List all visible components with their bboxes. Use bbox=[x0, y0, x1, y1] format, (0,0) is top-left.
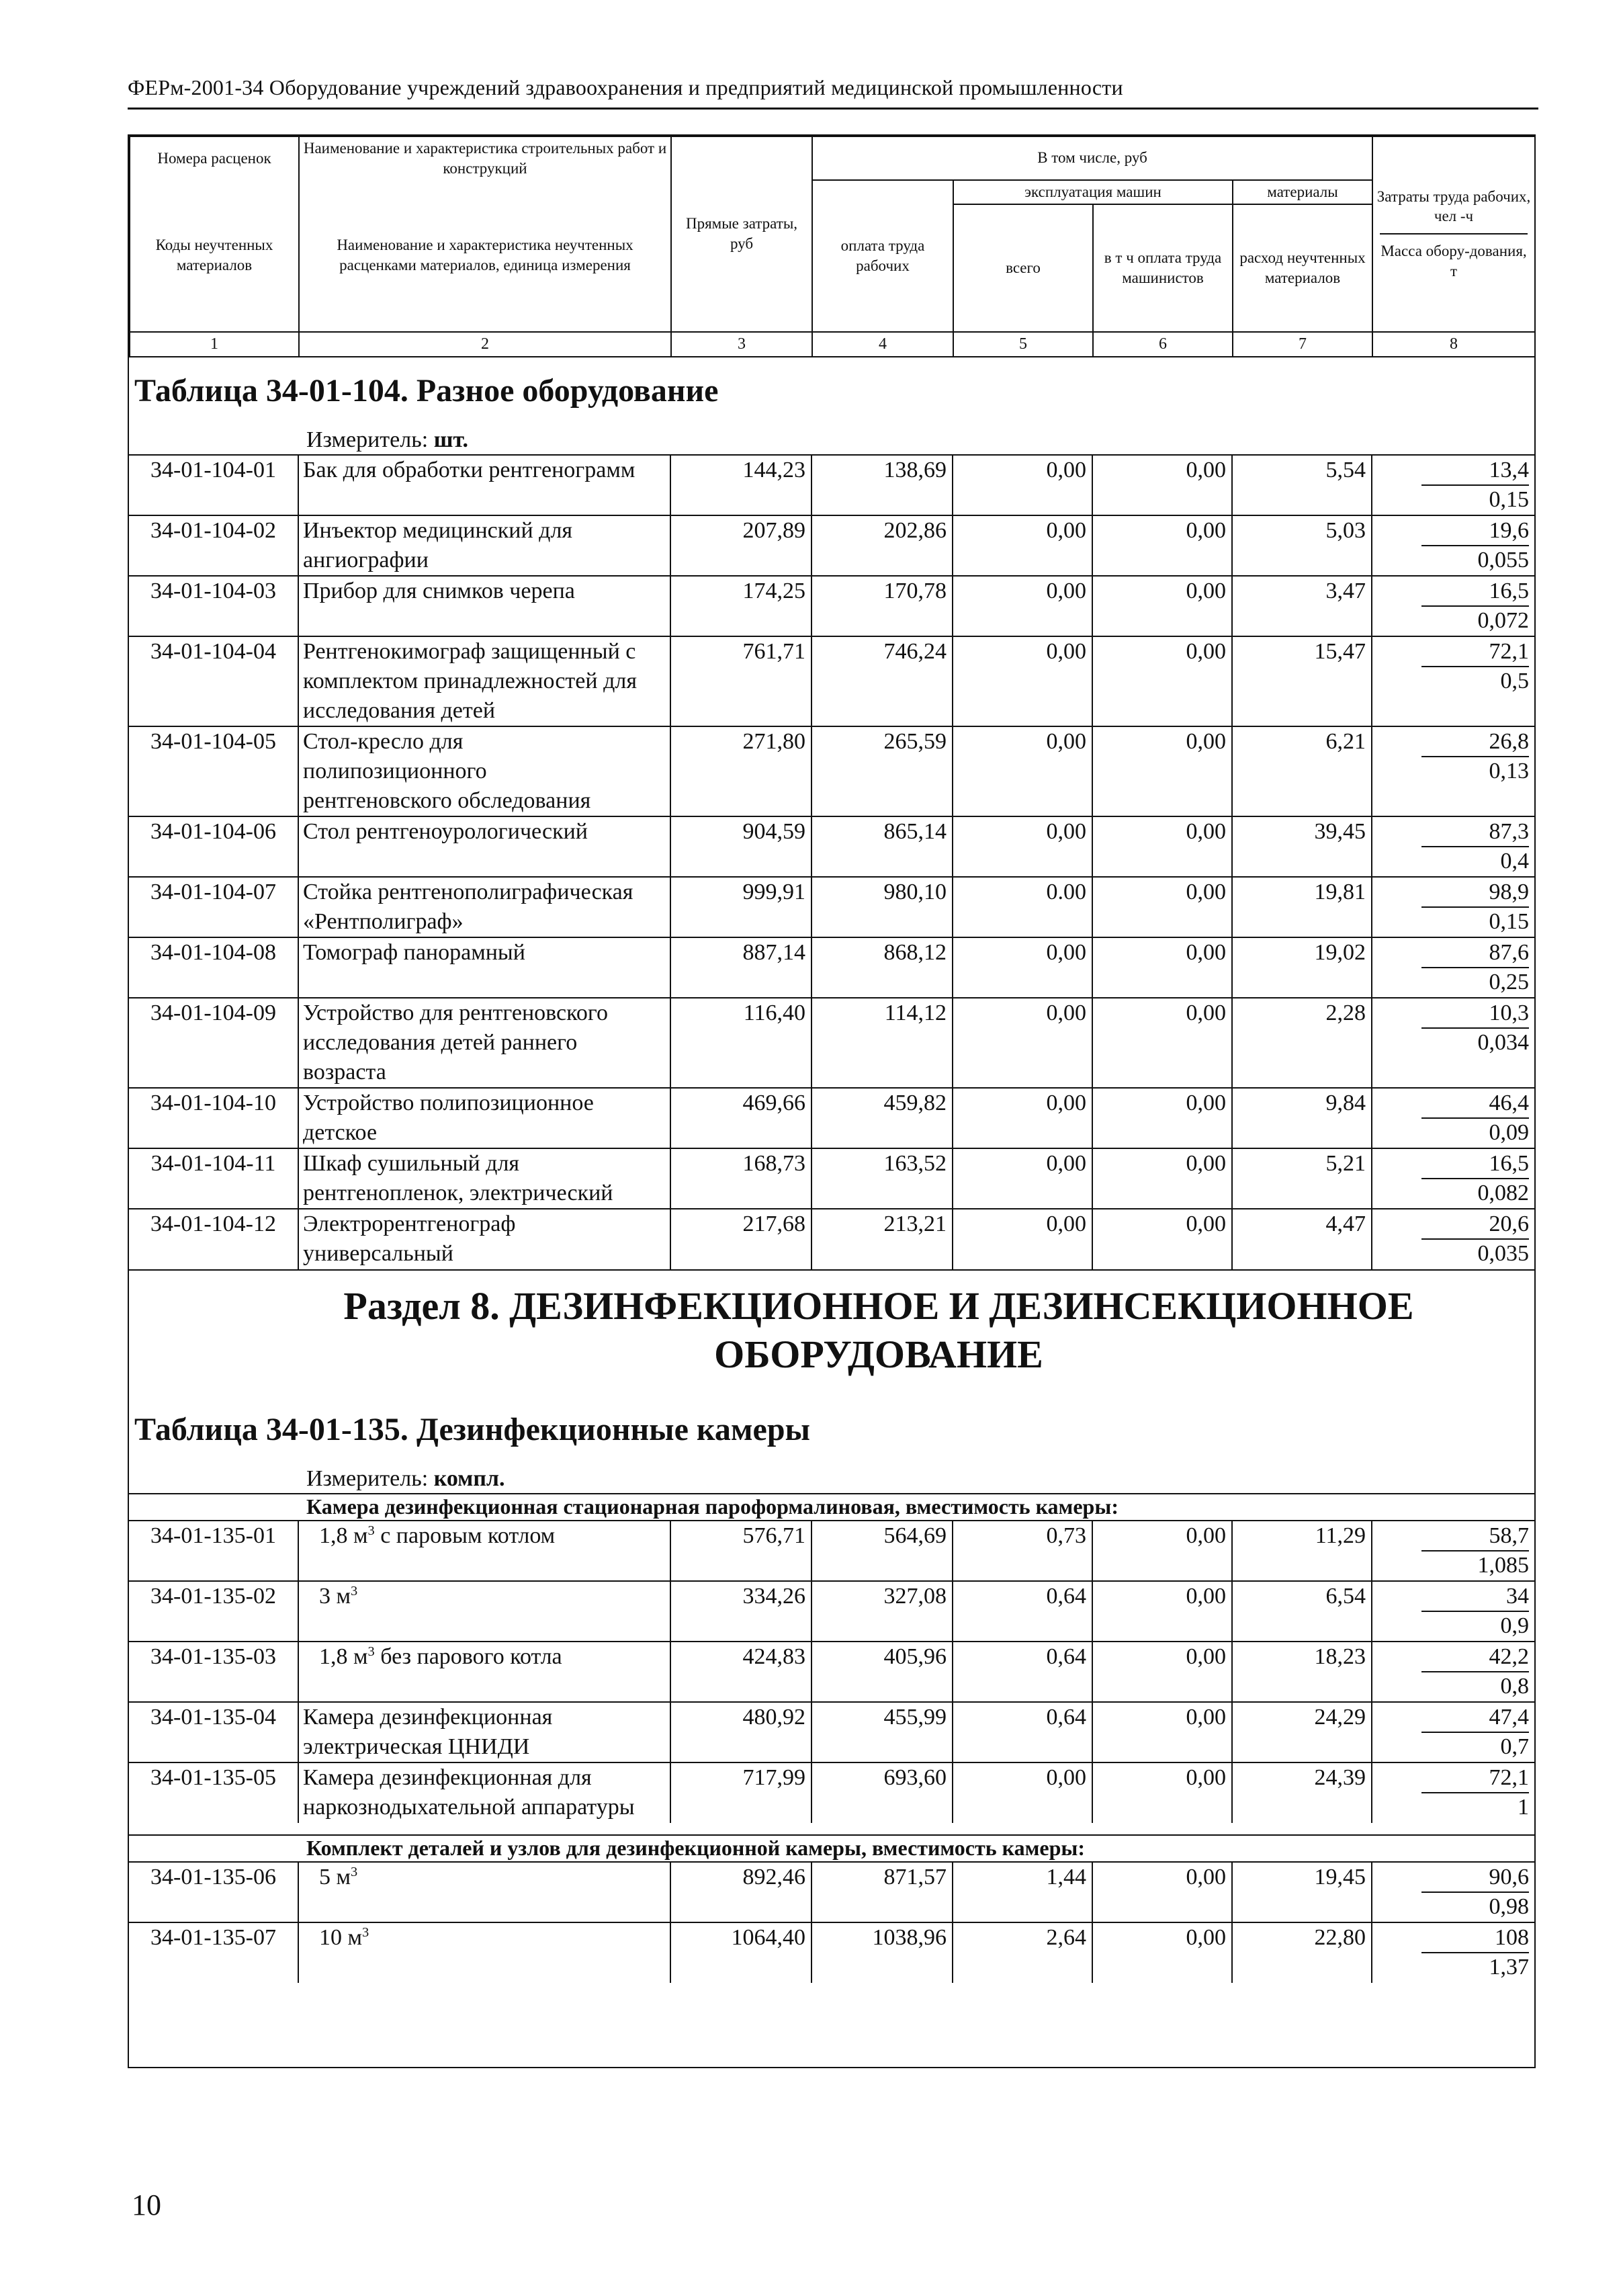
equipment-mass-value: 0,055 bbox=[1477, 548, 1529, 572]
cell-labor-pay: 455,99 bbox=[812, 1702, 953, 1762]
cell-direct-cost: 761,71 bbox=[670, 636, 812, 726]
cell-direct-cost: 116,40 bbox=[670, 998, 812, 1088]
labor-hours-value: 20,6 bbox=[1421, 1210, 1529, 1240]
cell-labor-and-mass bbox=[1372, 937, 1534, 998]
cell-direct-cost: 271,80 bbox=[670, 726, 812, 816]
cell-machinists-pay: 0,00 bbox=[1092, 1209, 1232, 1269]
cell-labor-and-mass bbox=[1372, 515, 1534, 576]
cell-materials: 3,47 bbox=[1232, 576, 1372, 636]
cell-materials: 11,29 bbox=[1232, 1521, 1372, 1581]
cell-labor-and-mass bbox=[1372, 1209, 1534, 1269]
table-row bbox=[129, 1088, 1534, 1148]
cell-rate-code: 34-01-104-09 bbox=[129, 998, 298, 1088]
cell-rate-code: 34-01-104-02 bbox=[129, 515, 298, 576]
cell-rate-code: 34-01-104-10 bbox=[129, 1088, 298, 1148]
cell-labor-and-mass bbox=[1372, 1148, 1534, 1209]
equipment-mass-value: 0,15 bbox=[1489, 487, 1529, 512]
cell-labor-pay: 980,10 bbox=[812, 877, 953, 937]
table-row bbox=[129, 1642, 1534, 1702]
work-name-line: рентгеновского обследования bbox=[303, 788, 591, 813]
work-name-line: электрическая ЦНИДИ bbox=[303, 1734, 530, 1759]
work-name-line: «Рентполиграф» bbox=[303, 909, 464, 934]
cell-machines-total: 0,00 bbox=[953, 998, 1092, 1088]
table1-unit-value: шт. bbox=[433, 427, 469, 452]
table1-body bbox=[129, 454, 1534, 1269]
work-name-line: рентгенопленок, электрический bbox=[303, 1181, 613, 1205]
cell-materials: 5,03 bbox=[1232, 515, 1372, 576]
cell-materials: 2,28 bbox=[1232, 998, 1372, 1088]
work-name-line: ангиографии bbox=[303, 548, 429, 572]
table2-unit-value: компл. bbox=[433, 1466, 505, 1491]
cell-machines-total: 0,64 bbox=[953, 1702, 1092, 1762]
cell-work-name bbox=[298, 1922, 670, 1983]
cell-machinists-pay: 0,00 bbox=[1092, 1922, 1232, 1983]
table2-unit-label: Измеритель: bbox=[306, 1466, 429, 1491]
equipment-mass-value: 0,9 bbox=[1500, 1613, 1529, 1638]
cell-machines-total: 0,00 bbox=[953, 816, 1092, 877]
table-row bbox=[129, 1762, 1534, 1823]
cell-materials: 19,45 bbox=[1232, 1862, 1372, 1922]
cell-machines-total: 1,44 bbox=[953, 1862, 1092, 1922]
table2-subheading-1: Камера дезинфекционная стационарная пароформалиновая, вместимость камеры: bbox=[306, 1494, 1118, 1519]
cell-materials: 4,47 bbox=[1232, 1209, 1372, 1269]
cell-labor-and-mass bbox=[1372, 726, 1534, 816]
cell-machines-total: 0,00 bbox=[953, 937, 1092, 998]
labor-hours-value: 90,6 bbox=[1421, 1863, 1529, 1893]
cell-materials: 6,21 bbox=[1232, 726, 1372, 816]
cell-machines-total: 0,00 bbox=[953, 636, 1092, 726]
cell-materials: 22,80 bbox=[1232, 1922, 1372, 1983]
cell-machines-total: 0,00 bbox=[953, 1148, 1092, 1209]
section-title-line1: Раздел 8. ДЕЗИНФЕКЦИОННОЕ И ДЕЗИНСЕКЦИОННОЕ bbox=[343, 1284, 1414, 1328]
cell-direct-cost: 174,25 bbox=[670, 576, 812, 636]
cell-machinists-pay: 0,00 bbox=[1092, 1642, 1232, 1702]
table1-title: Таблица 34-01-104. Разное оборудование bbox=[134, 373, 719, 409]
cell-materials: 5,21 bbox=[1232, 1148, 1372, 1209]
work-name-line: универсальный bbox=[303, 1241, 453, 1266]
table-row bbox=[129, 1148, 1534, 1209]
work-name-line: Стол-кресло для bbox=[303, 729, 464, 754]
cell-work-name bbox=[298, 455, 670, 515]
cell-machines-total: 0,64 bbox=[953, 1642, 1092, 1702]
work-name-line: Рентгенокимограф защищенный с bbox=[303, 639, 636, 664]
labor-hours-value: 87,3 bbox=[1421, 818, 1529, 847]
col-num-4: 4 bbox=[812, 332, 953, 357]
cell-machinists-pay: 0,00 bbox=[1092, 1581, 1232, 1642]
cell-direct-cost: 469,66 bbox=[670, 1088, 812, 1148]
cell-machinists-pay: 0,00 bbox=[1092, 1088, 1232, 1148]
cell-rate-code: 34-01-104-08 bbox=[129, 937, 298, 998]
equipment-mass-value: 0,5 bbox=[1500, 669, 1529, 693]
header-machines: эксплуатация машин bbox=[953, 180, 1233, 204]
table2-subheading-2: Комплект деталей и узлов для дезинфекционной камеры, вместимость камеры: bbox=[306, 1836, 1086, 1860]
header-rule bbox=[128, 108, 1538, 110]
cell-work-name bbox=[298, 1642, 670, 1702]
cell-work-name bbox=[298, 877, 670, 937]
cell-rate-code: 34-01-104-07 bbox=[129, 877, 298, 937]
cell-rate-code: 34-01-135-04 bbox=[129, 1702, 298, 1762]
labor-hours-value: 108 bbox=[1421, 1924, 1529, 1953]
section-divider bbox=[129, 1269, 1534, 1271]
labor-hours-value: 47,4 bbox=[1421, 1703, 1529, 1733]
cell-rate-code: 34-01-135-07 bbox=[129, 1922, 298, 1983]
cell-labor-and-mass bbox=[1372, 877, 1534, 937]
column-header bbox=[129, 136, 1536, 357]
cell-direct-cost: 480,92 bbox=[670, 1702, 812, 1762]
work-name-line: исследования детей bbox=[303, 698, 496, 723]
header-c5: всего bbox=[953, 204, 1093, 332]
cell-labor-and-mass bbox=[1372, 1581, 1534, 1642]
table-row bbox=[129, 1862, 1534, 1922]
cell-machines-total: 0,00 bbox=[953, 1762, 1092, 1823]
header-c1-bottom: Коды неучтенных материалов bbox=[130, 180, 299, 332]
cell-direct-cost: 334,26 bbox=[670, 1581, 812, 1642]
cell-labor-pay: 265,59 bbox=[812, 726, 953, 816]
equipment-mass-value: 0,8 bbox=[1500, 1674, 1529, 1699]
cell-labor-and-mass bbox=[1372, 998, 1534, 1088]
cell-machinists-pay: 0,00 bbox=[1092, 455, 1232, 515]
cell-rate-code: 34-01-104-03 bbox=[129, 576, 298, 636]
capacity-exponent: 3 bbox=[351, 1583, 358, 1599]
capacity-exponent: 3 bbox=[367, 1523, 375, 1538]
labor-hours-value: 13,4 bbox=[1421, 456, 1529, 486]
capacity-exponent: 3 bbox=[351, 1864, 358, 1879]
labor-hours-value: 19,6 bbox=[1421, 517, 1529, 546]
table-row bbox=[129, 877, 1534, 937]
equipment-mass-value: 0,7 bbox=[1500, 1734, 1529, 1759]
labor-hours-value: 16,5 bbox=[1421, 577, 1529, 607]
cell-machines-total: 2,64 bbox=[953, 1922, 1092, 1983]
cell-work-name bbox=[298, 1702, 670, 1762]
work-name-line: Стойка рентгенополиграфическая bbox=[303, 880, 633, 904]
work-name-line: Электрорентгенограф bbox=[303, 1211, 516, 1236]
table2-title: Таблица 34-01-135. Дезинфекционные камеры bbox=[134, 1412, 811, 1447]
work-name-line: Инъектор медицинский для bbox=[303, 518, 573, 543]
table-row bbox=[129, 515, 1534, 576]
equipment-mass-value: 1,085 bbox=[1477, 1553, 1529, 1578]
cell-rate-code: 34-01-135-05 bbox=[129, 1762, 298, 1823]
cell-labor-pay: 459,82 bbox=[812, 1088, 953, 1148]
cell-work-name bbox=[298, 816, 670, 877]
cell-direct-cost: 904,59 bbox=[670, 816, 812, 877]
table-row bbox=[129, 1922, 1534, 1983]
labor-hours-value: 58,7 bbox=[1421, 1522, 1529, 1551]
cell-labor-and-mass bbox=[1372, 1922, 1534, 1983]
equipment-mass-value: 0,072 bbox=[1477, 608, 1529, 633]
cell-work-name bbox=[298, 998, 670, 1088]
capacity-note: без парового котла bbox=[374, 1644, 562, 1669]
table2-unit bbox=[306, 1466, 505, 1492]
cell-work-name bbox=[298, 1521, 670, 1581]
cell-materials: 18,23 bbox=[1232, 1642, 1372, 1702]
cell-labor-pay: 405,96 bbox=[812, 1642, 953, 1702]
cell-labor-and-mass bbox=[1372, 1521, 1534, 1581]
header-c3: Прямые затраты, руб bbox=[671, 136, 812, 332]
equipment-mass-value: 0,25 bbox=[1489, 970, 1529, 994]
cell-machinists-pay: 0,00 bbox=[1092, 1148, 1232, 1209]
capacity-exponent: 3 bbox=[367, 1644, 375, 1659]
cell-labor-pay: 865,14 bbox=[812, 816, 953, 877]
labor-hours-value: 16,5 bbox=[1421, 1150, 1529, 1179]
equipment-mass-value: 0,034 bbox=[1477, 1030, 1529, 1055]
cell-labor-pay: 693,60 bbox=[812, 1762, 953, 1823]
norms-table-frame bbox=[128, 134, 1536, 2068]
cell-machinists-pay: 0,00 bbox=[1092, 998, 1232, 1088]
work-name-line: полипозиционного bbox=[303, 759, 487, 783]
header-materials: материалы bbox=[1233, 180, 1372, 204]
work-name-line: исследования детей раннего bbox=[303, 1030, 578, 1055]
work-name-line: Камера дезинфекционная bbox=[303, 1705, 553, 1730]
table2-body-a bbox=[129, 1520, 1534, 1823]
cell-direct-cost: 1064,40 bbox=[670, 1922, 812, 1983]
cell-direct-cost: 887,14 bbox=[670, 937, 812, 998]
cell-machinists-pay: 0,00 bbox=[1092, 726, 1232, 816]
table-row bbox=[129, 998, 1534, 1088]
equipment-mass-value: 0,082 bbox=[1477, 1181, 1529, 1205]
header-c2-top: Наименование и характеристика строительных работ и конструкций bbox=[299, 136, 671, 180]
cell-labor-and-mass bbox=[1372, 1862, 1534, 1922]
running-header: ФЕРм-2001-34 Оборудование учреждений здравоохранения и предприятий медицинской промышленности bbox=[128, 75, 1123, 99]
cell-work-name bbox=[298, 937, 670, 998]
capacity-value: 10 м bbox=[319, 1925, 363, 1950]
labor-hours-value: 10,3 bbox=[1421, 999, 1529, 1029]
work-name-line: Устройство полипозиционное bbox=[303, 1091, 594, 1115]
table-row bbox=[129, 1702, 1534, 1762]
labor-hours-value: 42,2 bbox=[1421, 1643, 1529, 1672]
cell-work-name bbox=[298, 1088, 670, 1148]
labor-hours-value: 87,6 bbox=[1421, 939, 1529, 968]
cell-labor-and-mass bbox=[1372, 636, 1534, 726]
table-row bbox=[129, 1209, 1534, 1269]
cell-rate-code: 34-01-104-11 bbox=[129, 1148, 298, 1209]
header-c8-top: Затраты труда рабочих, чел -ч bbox=[1376, 187, 1531, 225]
cell-materials: 5,54 bbox=[1232, 455, 1372, 515]
capacity-value: 1,8 м bbox=[319, 1523, 368, 1548]
cell-labor-pay: 1038,96 bbox=[812, 1922, 953, 1983]
capacity-value: 3 м bbox=[319, 1584, 351, 1609]
cell-labor-pay: 746,24 bbox=[812, 636, 953, 726]
cell-work-name bbox=[298, 576, 670, 636]
cell-labor-pay: 327,08 bbox=[812, 1581, 953, 1642]
page-number: 10 bbox=[132, 2188, 161, 2221]
table-row bbox=[129, 1521, 1534, 1581]
labor-hours-value: 26,8 bbox=[1421, 728, 1529, 757]
equipment-mass-value: 1,37 bbox=[1489, 1955, 1529, 1980]
cell-rate-code: 34-01-135-01 bbox=[129, 1521, 298, 1581]
cell-work-name bbox=[298, 515, 670, 576]
cell-direct-cost: 892,46 bbox=[670, 1862, 812, 1922]
cell-machinists-pay: 0,00 bbox=[1092, 1862, 1232, 1922]
header-c4: оплата труда рабочих bbox=[812, 180, 953, 332]
cell-direct-cost: 217,68 bbox=[670, 1209, 812, 1269]
equipment-mass-value: 0,4 bbox=[1500, 849, 1529, 874]
cell-materials: 24,29 bbox=[1232, 1702, 1372, 1762]
table2-body-b bbox=[129, 1861, 1534, 1983]
cell-machinists-pay: 0,00 bbox=[1092, 636, 1232, 726]
cell-labor-and-mass bbox=[1372, 816, 1534, 877]
labor-hours-value: 46,4 bbox=[1421, 1089, 1529, 1119]
work-name-line: детское bbox=[303, 1120, 378, 1145]
header-c8 bbox=[1372, 136, 1535, 332]
cell-labor-and-mass bbox=[1372, 576, 1534, 636]
work-name-line: Шкаф сушильный для bbox=[303, 1151, 520, 1176]
cell-direct-cost: 144,23 bbox=[670, 455, 812, 515]
cell-materials: 15,47 bbox=[1232, 636, 1372, 726]
cell-materials: 39,45 bbox=[1232, 816, 1372, 877]
capacity-value: 5 м bbox=[319, 1865, 351, 1889]
cell-labor-pay: 138,69 bbox=[812, 455, 953, 515]
capacity-exponent: 3 bbox=[362, 1924, 369, 1940]
cell-machinists-pay: 0,00 bbox=[1092, 576, 1232, 636]
cell-rate-code: 34-01-135-02 bbox=[129, 1581, 298, 1642]
cell-machines-total: 0,00 bbox=[953, 726, 1092, 816]
work-name-line: Томограф панорамный bbox=[303, 940, 525, 965]
cell-work-name bbox=[298, 1209, 670, 1269]
cell-machinists-pay: 0,00 bbox=[1092, 816, 1232, 877]
cell-machinists-pay: 0,00 bbox=[1092, 1521, 1232, 1581]
cell-machines-total: 0,73 bbox=[953, 1521, 1092, 1581]
cell-machines-total: 0,00 bbox=[953, 1209, 1092, 1269]
cell-direct-cost: 424,83 bbox=[670, 1642, 812, 1702]
header-c2-bottom: Наименование и характеристика неучтенных расценками материалов, единица измерения bbox=[299, 180, 671, 332]
table-row bbox=[129, 726, 1534, 816]
cell-labor-and-mass bbox=[1372, 1762, 1534, 1823]
header-group: В том числе, руб bbox=[812, 136, 1372, 180]
section-title bbox=[129, 1282, 1534, 1379]
cell-machinists-pay: 0,00 bbox=[1092, 937, 1232, 998]
col-num-1: 1 bbox=[130, 332, 299, 357]
header-c6: в т ч оплата труда машинистов bbox=[1093, 204, 1233, 332]
cell-work-name bbox=[298, 1148, 670, 1209]
table-row bbox=[129, 937, 1534, 998]
equipment-mass-value: 1 bbox=[1518, 1795, 1529, 1820]
cell-labor-and-mass bbox=[1372, 455, 1534, 515]
col-num-6: 6 bbox=[1093, 332, 1233, 357]
col-num-8: 8 bbox=[1372, 332, 1535, 357]
labor-hours-value: 72,1 bbox=[1421, 1764, 1529, 1793]
equipment-mass-value: 0,13 bbox=[1489, 759, 1529, 783]
cell-work-name bbox=[298, 726, 670, 816]
table1-unit-label: Измеритель: bbox=[306, 427, 429, 452]
cell-direct-cost: 207,89 bbox=[670, 515, 812, 576]
labor-hours-value: 34 bbox=[1421, 1582, 1529, 1612]
equipment-mass-value: 0,98 bbox=[1489, 1894, 1529, 1919]
cell-work-name bbox=[298, 1581, 670, 1642]
table-row bbox=[129, 455, 1534, 515]
header-c8-bottom: Масса обору-дования, т bbox=[1380, 243, 1527, 280]
col-num-7: 7 bbox=[1233, 332, 1372, 357]
cell-direct-cost: 717,99 bbox=[670, 1762, 812, 1823]
cell-labor-pay: 202,86 bbox=[812, 515, 953, 576]
labor-hours-value: 98,9 bbox=[1421, 878, 1529, 908]
cell-rate-code: 34-01-104-06 bbox=[129, 816, 298, 877]
work-name-line: Стол рентгеноурологический bbox=[303, 819, 588, 844]
cell-labor-pay: 114,12 bbox=[812, 998, 953, 1088]
col-num-5: 5 bbox=[953, 332, 1093, 357]
cell-machines-total: 0,00 bbox=[953, 576, 1092, 636]
cell-work-name bbox=[298, 1762, 670, 1823]
equipment-mass-value: 0,09 bbox=[1489, 1120, 1529, 1145]
table-row bbox=[129, 576, 1534, 636]
cell-machines-total: 0,00 bbox=[953, 1088, 1092, 1148]
equipment-mass-value: 0,035 bbox=[1477, 1241, 1529, 1266]
equipment-mass-value: 0,15 bbox=[1489, 909, 1529, 934]
cell-materials: 24,39 bbox=[1232, 1762, 1372, 1823]
cell-machinists-pay: 0,00 bbox=[1092, 515, 1232, 576]
cell-rate-code: 34-01-104-05 bbox=[129, 726, 298, 816]
work-name-line: наркознодыхательной аппаратуры bbox=[303, 1795, 635, 1820]
header-c7: расход неучтенных материалов bbox=[1233, 204, 1372, 332]
cell-labor-pay: 170,78 bbox=[812, 576, 953, 636]
cell-labor-pay: 163,52 bbox=[812, 1148, 953, 1209]
cell-machinists-pay: 0,00 bbox=[1092, 1702, 1232, 1762]
cell-labor-pay: 868,12 bbox=[812, 937, 953, 998]
cell-labor-and-mass bbox=[1372, 1702, 1534, 1762]
cell-rate-code: 34-01-104-01 bbox=[129, 455, 298, 515]
cell-rate-code: 34-01-104-04 bbox=[129, 636, 298, 726]
cell-rate-code: 34-01-135-03 bbox=[129, 1642, 298, 1702]
cell-direct-cost: 168,73 bbox=[670, 1148, 812, 1209]
cell-labor-pay: 871,57 bbox=[812, 1862, 953, 1922]
cell-machinists-pay: 0,00 bbox=[1092, 877, 1232, 937]
col-num-3: 3 bbox=[671, 332, 812, 357]
cell-direct-cost: 576,71 bbox=[670, 1521, 812, 1581]
header-c1-top: Номера расценок bbox=[130, 136, 299, 180]
work-name-line: комплектом принадлежностей для bbox=[303, 669, 637, 693]
cell-machines-total: 0.00 bbox=[953, 877, 1092, 937]
section-title-line2: ОБОРУДОВАНИЕ bbox=[714, 1332, 1043, 1376]
table-row bbox=[129, 636, 1534, 726]
labor-hours-value: 72,1 bbox=[1421, 638, 1529, 667]
work-name-line: Камера дезинфекционная для bbox=[303, 1765, 592, 1790]
cell-direct-cost: 999,91 bbox=[670, 877, 812, 937]
table-row bbox=[129, 1581, 1534, 1642]
cell-machines-total: 0,64 bbox=[953, 1581, 1092, 1642]
table-row bbox=[129, 816, 1534, 877]
cell-labor-pay: 564,69 bbox=[812, 1521, 953, 1581]
work-name-line: Прибор для снимков черепа bbox=[303, 579, 575, 603]
capacity-value: 1,8 м bbox=[319, 1644, 368, 1669]
cell-machines-total: 0,00 bbox=[953, 455, 1092, 515]
cell-labor-and-mass bbox=[1372, 1088, 1534, 1148]
cell-materials: 6,54 bbox=[1232, 1581, 1372, 1642]
work-name-line: Бак для обработки рентгенограмм bbox=[303, 458, 635, 482]
col-num-2: 2 bbox=[299, 332, 671, 357]
cell-materials: 19,81 bbox=[1232, 877, 1372, 937]
cell-materials: 9,84 bbox=[1232, 1088, 1372, 1148]
work-name-line: Устройство для рентгеновского bbox=[303, 1001, 608, 1025]
cell-machinists-pay: 0,00 bbox=[1092, 1762, 1232, 1823]
cell-labor-and-mass bbox=[1372, 1642, 1534, 1702]
cell-labor-pay: 213,21 bbox=[812, 1209, 953, 1269]
capacity-note: с паровым котлом bbox=[374, 1523, 556, 1548]
work-name-line: возраста bbox=[303, 1060, 386, 1085]
cell-work-name bbox=[298, 636, 670, 726]
cell-materials: 19,02 bbox=[1232, 937, 1372, 998]
table1-unit bbox=[306, 427, 468, 453]
cell-rate-code: 34-01-104-12 bbox=[129, 1209, 298, 1269]
cell-work-name bbox=[298, 1862, 670, 1922]
cell-rate-code: 34-01-135-06 bbox=[129, 1862, 298, 1922]
cell-machines-total: 0,00 bbox=[953, 515, 1092, 576]
